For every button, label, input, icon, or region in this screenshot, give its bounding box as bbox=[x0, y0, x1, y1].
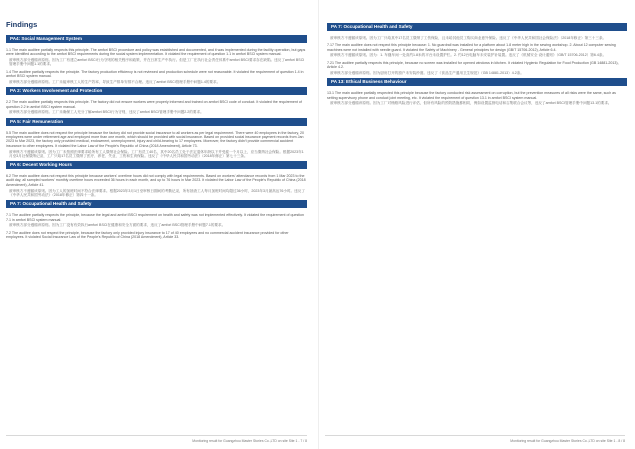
finding-paragraph-zh: 被审核方不遵循该原则。因为工厂未按照法律要求给所有工人缴纳社会保险。工厂有员工40名，其中20名员工处于法定退休年龄以下并受雇一个月以上，应当缴纳社会保险。根据2023年1月至3月社保缴纳记录，工厂只给17名员工缴纳了医疗、养老、失业、工伤和生育保险。违反了《中华人民共和国劳动法》（2018年修正）第七十三条。 bbox=[9, 149, 304, 158]
page-left bbox=[0, 0, 317, 449]
finding-paragraph: 7.2 The auditee does not respect the principle, because the factory only provided injury insurance to 17 of 40 employees and no commercial accident insurance provided for other employees. It violated Social Insurance Law of the People's Republic of China (2018 Amendment), Article 33. bbox=[6, 230, 289, 239]
left-sections bbox=[6, 35, 307, 239]
finding-paragraph: 7.1 The auditee partially respects the principle, because the legal and amfori BSCI requirement on health and safety was not implemented effectively. It violated the requirement of question 7.1 in amfori BSCI system manual. bbox=[6, 213, 305, 222]
finding-paragraph: 2.2 The main auditee partially respects this principle. The factory did not ensure workers were properly informed and trained on amfori BSCI code of conduct. It violated the requirement of question 2.2 in amfori BSCI system manual. bbox=[6, 100, 302, 109]
finding-paragraph: 1.1 The main auditee partially respects this principle. The amfori BSCI procedure and policy was established and documented, and it was implemented during the facility operation, but gaps were identified according to the amfori BSCI requirements during the social system implementation. It violated the requirement of question 1.1 in amfori BSCI system manual. bbox=[6, 48, 306, 57]
finding-paragraph: 5.5 The main auditee does not respect the principle because the factory did not provide social insurance to all workers as per legal requirement. There were 40 employees in the factory, 20 employees were under retirement age and employed more than one month, which should be provided with social insurance. Based on provided social insurance payment records from Jan 2023 to Mar 2023, the factory only provided medical, endowment, unemployment, injury and child-bearing to 17 employees. Moreover, the factory didn't provide commercial accident insurance to other employees. It violated the Labor Law of the People's Republic of China (2018 Amendment), Article 73. bbox=[6, 130, 305, 148]
section-heading: PA 5: Fair Remuneration bbox=[6, 118, 307, 126]
finding-paragraph-zh: 被审核方不遵循该原则。因为工人的加班时间不符合法律要求。根据2023年3月1日至审核日期间的考勤记录，所有抽查工人每月加班时间均超过36小时，2023年3月最高达76小时。违反了《中华人民共和国劳动法》（2018年修正）第四十一条。 bbox=[9, 188, 305, 197]
finding-paragraph-zh: 被审核方部分遵循该原则。因为工厂有建立amfori BSCI行为守则的相关程序和政策，并在日常生产中执行。但是工厂在执行社会责任体系中amfori BSCI要求存在缺陷。违反了amfori BSCI管理手册中问题1.1的要求。 bbox=[9, 58, 305, 67]
finding-paragraph-zh: 被审核方部分遵循该原则。因为厨房打开的窗户未安装纱窗。违反了《食品生产通用卫生规范》（GB 14881-2013）4.2条。 bbox=[330, 70, 524, 75]
finding-paragraph: 1.4 The auditee partially respects the principle. The factory production efficiency is not reviewed and production schedule were not reasonable. It violated the requirement of question 1.4 in amfori BSCI system manual. bbox=[6, 69, 304, 79]
finding-paragraph-zh: 被审核方部分遵循该原则。工厂未能审核工人的生产效率，导致生产排单安排不合理。违反了amfori BSCI管理手册中问题1.4的要求。 bbox=[9, 79, 221, 84]
section-heading: PA 13: Ethical Business Behaviour bbox=[327, 78, 627, 86]
finding-paragraph: 13.1 The main auditee partially respected this principle because the factory conducted risk assessment on corruption, but the prevention measures of all risks were the same, such as setting supervisory phone and conduct joint meeting, etc. It violated the requirement of question 13.1 in amfori BSCI system manual. bbox=[327, 91, 616, 100]
section-heading: PA4: Social Management System bbox=[6, 35, 307, 43]
page-footer: Monitoring result for Guangzhou Master Stories Co.,LTD on site Site 1 - 7 / 8 bbox=[192, 439, 307, 443]
finding-paragraph: 7.21 The auditee partially respects this principle, because no screen was installed for opened windows in kitchen. It violated Hygienic Regulation for Food Production (GB 14881-2013), Article 4.2. bbox=[327, 60, 619, 70]
page-right bbox=[318, 0, 635, 449]
finding-paragraph-zh: 被审核方不遵循该原则。因为工厂只给其中17名员工缴纳了工伤保险，且未给其他员工购买商业意外保险。违反了《中华人民共和国社会保险法》（2018年修正）第三十三条。 bbox=[330, 36, 607, 40]
section-heading: PA 2: Workers Involvement and Protection bbox=[6, 87, 307, 95]
finding-paragraph-zh: 被审核方部分遵循该原则。因为工厂没有有效执行amfori BSCI在健康和安全方面的要求，违反了amfori BSCI管理手册中问题7.1的要求。 bbox=[9, 223, 226, 228]
finding-paragraph: 7.17 The main auditee does not respect this principle because: 1. No guardrail was installed for a platform about 1.8 meter high in the sewing workshop. 2. About 12 computer sewing machines were not installed with needle guard. It violated the Safety of Machinery - General principles for design (GB/T 15706-2012), Article 6.4. bbox=[327, 43, 616, 52]
right-sections bbox=[327, 23, 627, 106]
finding-paragraph-zh: 被审核方部分遵循该原则。工厂未确保工人充分了解amfori BSCI行为守则，违反了amfori BSCI管理手册中问题2.2的要求。 bbox=[9, 110, 204, 115]
section-heading: PA 7: Occupational Health and Safety bbox=[6, 200, 307, 208]
finding-paragraph-zh: 被审核方部分遵循该原则。因为工厂对贿赂风险进行评估，但所有风险的预防措施都相同，例如设置监督电话和召集联合会议等，违反了amfori BSCI管理手册中问题13.1的要求。 bbox=[330, 101, 612, 106]
page-footer: Monitoring result for Guangzhou Master Stories Co.,LTD on site Site 1 - 8 / 8 bbox=[510, 439, 625, 443]
finding-paragraph: 6.2 The main auditee does not respect this principle because workers' overtime hours did not comply with legal requirements. Based on workers' attendance records from 1 Mar 2023 to the audit day, all sampled workers' monthly overtime hours exceeded 36 hours in each month, and up to 76 hours in Mar 2023. It violated the Labor Law of the People's Republic of China (2018 Amendment), Article 41. bbox=[6, 174, 306, 187]
section-heading: PA 6: Decent Working Hours bbox=[6, 161, 307, 169]
finding-paragraph-zh: 被审核方不遵循该原则。因为：1. 车缝车间一处高约1.8米的平台未设置护栏。2. 约12台电脑车未安装护针装置。违反了《机械安全 设计通则》（GB/T 15706-2012）第6.4条。 bbox=[330, 53, 607, 58]
findings-heading: Findings bbox=[6, 20, 38, 29]
section-heading: PA 7: Occupational Health and Safety bbox=[327, 23, 627, 31]
footer-divider bbox=[325, 435, 625, 436]
footer-divider bbox=[6, 435, 307, 436]
